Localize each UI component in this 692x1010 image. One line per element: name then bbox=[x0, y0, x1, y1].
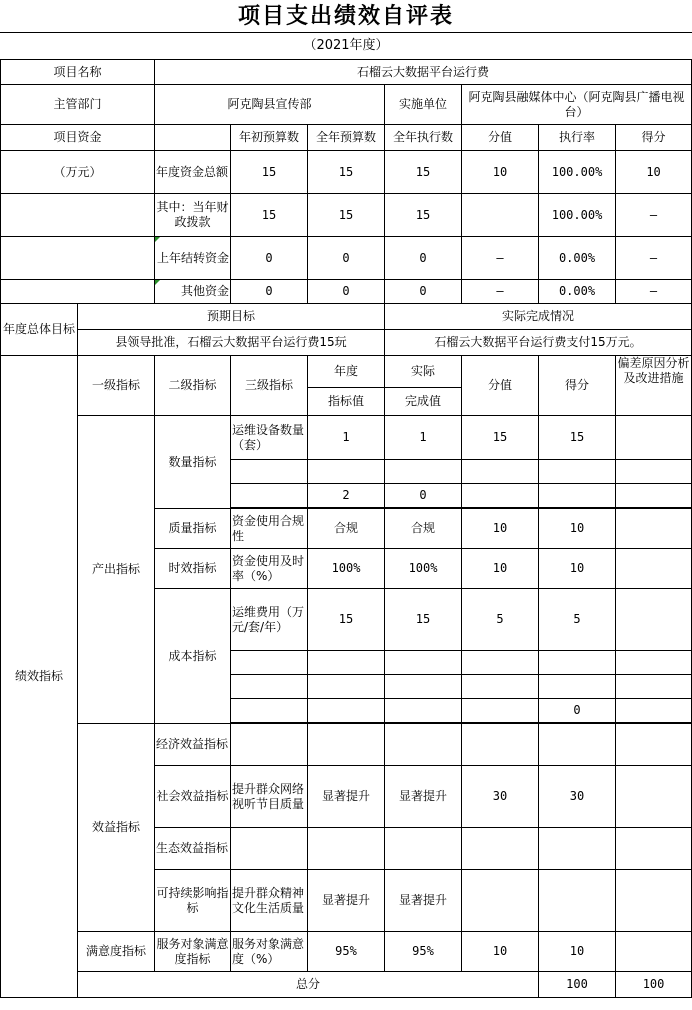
indicator-l3 bbox=[231, 699, 308, 723]
indicator-actual: 显著提升 bbox=[385, 766, 462, 828]
indicator-row bbox=[1, 724, 692, 766]
economic-indicators: 经济效益指标 bbox=[155, 724, 231, 766]
indicator-value: 30 bbox=[462, 766, 539, 828]
indicator-l3 bbox=[231, 828, 308, 870]
indicator-score bbox=[539, 484, 616, 508]
goal-label: 年度总体目标 bbox=[1, 304, 78, 356]
indicator-l3: 运维费用（万元/套/年） bbox=[231, 589, 308, 651]
indicator-row bbox=[1, 932, 692, 972]
indicator-target: 显著提升 bbox=[308, 766, 385, 828]
funds-cell: — bbox=[462, 237, 539, 280]
funds-row-name: 其他资金 bbox=[155, 280, 231, 304]
social-indicators: 社会效益指标 bbox=[155, 766, 231, 828]
funds-cell: 15 bbox=[308, 151, 385, 194]
indicator-score bbox=[539, 828, 616, 870]
indicator-l3 bbox=[231, 724, 308, 766]
funds-cell: 0 bbox=[231, 237, 308, 280]
funds-cell: — bbox=[462, 280, 539, 304]
funds-cell: 0 bbox=[385, 280, 462, 304]
header-initial-budget: 年初预算数 bbox=[231, 125, 308, 151]
indicator-reason bbox=[616, 509, 692, 549]
header-actual-2: 完成值 bbox=[385, 388, 462, 416]
project-name-value: 石榴云大数据平台运行费 bbox=[155, 60, 692, 85]
eco-indicators: 生态效益指标 bbox=[155, 828, 231, 870]
indicator-reason bbox=[616, 460, 692, 484]
satisfaction-indicators: 满意度指标 bbox=[78, 932, 155, 972]
header-score-value: 分值 bbox=[462, 125, 539, 151]
funds-header-row bbox=[1, 125, 692, 151]
indicator-target: 1 bbox=[308, 416, 385, 460]
funds-blank bbox=[1, 280, 155, 304]
indicator-actual bbox=[385, 675, 462, 699]
total-score: 100 bbox=[616, 972, 692, 998]
indicator-target bbox=[308, 460, 385, 484]
indicator-actual: 100% bbox=[385, 549, 462, 589]
header-score: 得分 bbox=[616, 125, 692, 151]
timeliness-indicators: 时效指标 bbox=[155, 549, 231, 589]
indicator-l3 bbox=[231, 675, 308, 699]
header-actual: 实际 bbox=[385, 356, 462, 388]
funds-row bbox=[1, 194, 692, 237]
indicator-reason bbox=[616, 589, 692, 651]
indicator-score bbox=[539, 724, 616, 766]
funds-row bbox=[1, 151, 692, 194]
funds-label: 项目资金 bbox=[1, 125, 155, 151]
indicator-value bbox=[462, 675, 539, 699]
indicator-score: 10 bbox=[539, 509, 616, 549]
funds-row bbox=[1, 280, 692, 304]
funds-row-name: 其中：当年财政拨款 bbox=[155, 194, 231, 237]
expected-goal: 县领导批准，石榴云大数据平台运行费15玩 bbox=[78, 330, 385, 356]
actual-goal: 石榴云大数据平台运行费支付15万元。 bbox=[385, 330, 692, 356]
benefit-indicators: 效益指标 bbox=[78, 724, 155, 932]
indicator-target bbox=[308, 675, 385, 699]
indicator-row bbox=[1, 416, 692, 460]
indicator-actual bbox=[385, 460, 462, 484]
indicator-score bbox=[539, 675, 616, 699]
quality-indicators: 质量指标 bbox=[155, 509, 231, 549]
project-name-row bbox=[1, 60, 692, 85]
indicator-value: 10 bbox=[462, 932, 539, 972]
indicator-actual: 0 bbox=[385, 484, 462, 508]
funds-cell: 0 bbox=[231, 280, 308, 304]
header-annual: 年度 bbox=[308, 356, 385, 388]
funds-row-name: 年度资金总额 bbox=[155, 151, 231, 194]
indicator-score: 30 bbox=[539, 766, 616, 828]
indicator-reason bbox=[616, 724, 692, 766]
indicator-target bbox=[308, 651, 385, 675]
funds-cell: 0.00% bbox=[539, 280, 616, 304]
indicator-score bbox=[539, 460, 616, 484]
indicator-target bbox=[308, 699, 385, 723]
funds-cell: 10 bbox=[462, 151, 539, 194]
indicator-reason bbox=[616, 484, 692, 508]
indicator-reason bbox=[616, 699, 692, 723]
funds-cell bbox=[462, 194, 539, 237]
indicator-actual: 合规 bbox=[385, 509, 462, 549]
indicator-score bbox=[539, 870, 616, 932]
indicator-target: 15 bbox=[308, 589, 385, 651]
indicator-reason bbox=[616, 766, 692, 828]
indicator-l3: 资金使用合规性 bbox=[231, 509, 308, 549]
indicator-actual bbox=[385, 724, 462, 766]
indicator-actual: 1 bbox=[385, 416, 462, 460]
goal-header-row bbox=[1, 304, 692, 330]
funds-row bbox=[1, 237, 692, 280]
department-row bbox=[1, 85, 692, 125]
indicator-target bbox=[308, 828, 385, 870]
funds-cell: 15 bbox=[231, 194, 308, 237]
goal-content-row bbox=[1, 330, 692, 356]
header-level1: 一级指标 bbox=[78, 356, 155, 416]
indicator-reason bbox=[616, 416, 692, 460]
funds-cell: 100.00% bbox=[539, 194, 616, 237]
total-value: 100 bbox=[539, 972, 616, 998]
quantity-indicators: 数量指标 bbox=[155, 416, 231, 509]
indicator-reason bbox=[616, 675, 692, 699]
funds-cell: 15 bbox=[308, 194, 385, 237]
dept-label: 主管部门 bbox=[1, 85, 155, 125]
funds-blank bbox=[1, 194, 155, 237]
funds-cell: 100.00% bbox=[539, 151, 616, 194]
output-indicators: 产出指标 bbox=[78, 416, 155, 724]
indicator-score bbox=[539, 651, 616, 675]
funds-cell: 15 bbox=[231, 151, 308, 194]
indicator-value bbox=[462, 870, 539, 932]
total-label: 总分 bbox=[78, 972, 539, 998]
expected-goal-label: 预期目标 bbox=[78, 304, 385, 330]
evaluation-table bbox=[0, 59, 692, 998]
funds-cell: — bbox=[616, 237, 692, 280]
indicator-actual: 95% bbox=[385, 932, 462, 972]
indicator-l3: 提升群众网络视听节目质量 bbox=[231, 766, 308, 828]
indicator-l3: 运维设备数量（套） bbox=[231, 416, 308, 460]
header-annual-budget: 全年预算数 bbox=[308, 125, 385, 151]
header-execution-rate: 执行率 bbox=[539, 125, 616, 151]
indicator-target: 显著提升 bbox=[308, 870, 385, 932]
indicator-score: 10 bbox=[539, 932, 616, 972]
indicator-target: 100% bbox=[308, 549, 385, 589]
indicator-target: 2 bbox=[308, 484, 385, 508]
sustain-indicators: 可持续影响指标 bbox=[155, 870, 231, 932]
header-level2: 二级指标 bbox=[155, 356, 231, 416]
header-level3: 三级指标 bbox=[231, 356, 308, 416]
actual-goal-label: 实际完成情况 bbox=[385, 304, 692, 330]
funds-cell: — bbox=[616, 194, 692, 237]
funds-cell: — bbox=[616, 280, 692, 304]
indicator-l3: 服务对象满意度（%） bbox=[231, 932, 308, 972]
indicator-l3 bbox=[231, 484, 308, 508]
funds-row-name: 上年结转资金 bbox=[155, 237, 231, 280]
indicator-l3: 资金使用及时率（%） bbox=[231, 549, 308, 589]
funds-cell: 0.00% bbox=[539, 237, 616, 280]
funds-cell: 0 bbox=[308, 280, 385, 304]
header-annual-execution: 全年执行数 bbox=[385, 125, 462, 151]
funds-unit: （万元） bbox=[1, 151, 155, 194]
indicator-actual bbox=[385, 699, 462, 723]
indicator-value bbox=[462, 460, 539, 484]
satisfaction-l2: 服务对象满意度指标 bbox=[155, 932, 231, 972]
indicator-value: 10 bbox=[462, 509, 539, 549]
funds-cell: 15 bbox=[385, 194, 462, 237]
funds-cell: 0 bbox=[385, 237, 462, 280]
indicator-l3 bbox=[231, 651, 308, 675]
indicator-reason bbox=[616, 932, 692, 972]
indicator-reason bbox=[616, 549, 692, 589]
indicator-value bbox=[462, 699, 539, 723]
indicator-value: 10 bbox=[462, 549, 539, 589]
indicator-header-row bbox=[1, 356, 692, 388]
indicator-actual bbox=[385, 651, 462, 675]
indicator-l3: 提升群众精神文化生活质量 bbox=[231, 870, 308, 932]
indicator-score: 0 bbox=[539, 699, 616, 723]
project-name-label: 项目名称 bbox=[1, 60, 155, 85]
header-indicator-score: 得分 bbox=[539, 356, 616, 416]
indicator-value bbox=[462, 828, 539, 870]
page-title: 项目支出绩效自评表 bbox=[237, 3, 454, 29]
indicator-target bbox=[308, 724, 385, 766]
unit-value: 阿克陶县融媒体中心（阿克陶县广播电视台） bbox=[462, 85, 692, 125]
indicator-actual: 显著提升 bbox=[385, 870, 462, 932]
indicator-target: 合规 bbox=[308, 509, 385, 549]
indicator-reason bbox=[616, 828, 692, 870]
funds-cell: 0 bbox=[308, 237, 385, 280]
indicator-value bbox=[462, 484, 539, 508]
indicator-score: 5 bbox=[539, 589, 616, 651]
funds-blank-header bbox=[155, 125, 231, 151]
indicator-value: 15 bbox=[462, 416, 539, 460]
indicator-value bbox=[462, 651, 539, 675]
header-annual-2: 指标值 bbox=[308, 388, 385, 416]
indicator-actual: 15 bbox=[385, 589, 462, 651]
funds-cell: 10 bbox=[616, 151, 692, 194]
indicator-target: 95% bbox=[308, 932, 385, 972]
indicators-label: 绩效指标 bbox=[1, 356, 78, 998]
unit-label: 实施单位 bbox=[385, 85, 462, 125]
indicator-value: 5 bbox=[462, 589, 539, 651]
indicator-value bbox=[462, 724, 539, 766]
year-label: （2021年度） bbox=[0, 32, 692, 59]
dept-value: 阿克陶县宣传部 bbox=[155, 85, 385, 125]
indicator-reason bbox=[616, 651, 692, 675]
funds-blank bbox=[1, 237, 155, 280]
header-reason: 偏差原因分析及改进措施 bbox=[616, 356, 692, 416]
indicator-reason bbox=[616, 870, 692, 932]
total-row bbox=[1, 972, 692, 998]
header-indicator-value: 分值 bbox=[462, 356, 539, 416]
indicator-l3 bbox=[231, 460, 308, 484]
cost-indicators: 成本指标 bbox=[155, 589, 231, 724]
funds-cell: 15 bbox=[385, 151, 462, 194]
indicator-score: 10 bbox=[539, 549, 616, 589]
indicator-actual bbox=[385, 828, 462, 870]
indicator-score: 15 bbox=[539, 416, 616, 460]
